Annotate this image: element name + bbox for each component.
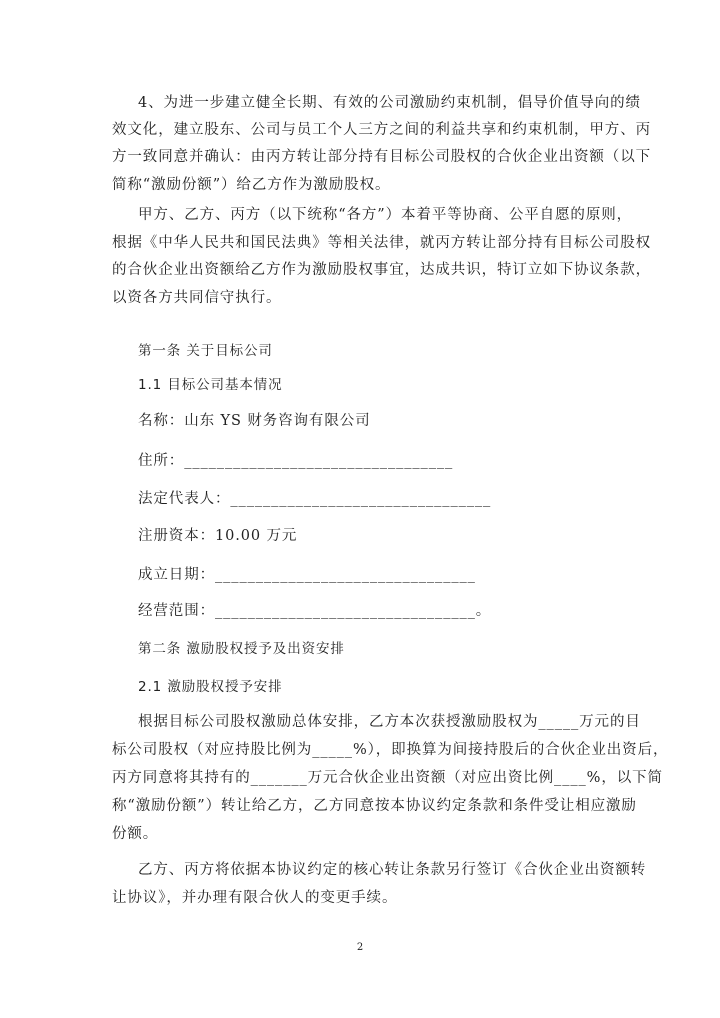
section-1-1-heading: 1.1 目标公司基本情况 bbox=[138, 377, 283, 393]
paragraph-line: 根据《中华人民共和国民法典》等相关法律，就丙方转让部分持有目标公司股权 bbox=[112, 235, 651, 251]
paragraph-line: 效文化，建立股东、公司与员工个人三方之间的利益共享和约束机制，甲方、丙 bbox=[112, 122, 651, 138]
paragraph-line: 的合伙企业出资额给乙方作为激励股权事宜，达成共识，特订立如下协议条款， bbox=[112, 262, 651, 278]
paragraph-line: 甲方、乙方、丙方（以下统称“各方”）本着平等协商、公平自愿的原则， bbox=[138, 207, 633, 223]
section-2-1-heading: 2.1 激励股权授予安排 bbox=[138, 679, 283, 695]
paragraph-line: 方一致同意并确认：由丙方转让部分持有目标公司股权的合伙企业出资额（以下 bbox=[112, 149, 651, 165]
company-established: 成立日期：________________________________ bbox=[138, 567, 476, 583]
company-address: 住所：_________________________________ bbox=[138, 453, 454, 469]
paragraph-line: 称“激励份额”）转让给乙方，乙方同意按本协议约定条款和条件受让相应激励 bbox=[112, 798, 637, 814]
paragraph-line: 简称“激励份额”）给乙方作为激励股权。 bbox=[112, 177, 391, 193]
company-legal-rep: 法定代表人：________________________________ bbox=[138, 491, 492, 507]
page-number: 2 bbox=[356, 942, 364, 953]
company-scope: 经营范围：________________________________。 bbox=[138, 603, 492, 619]
company-name: 名称：山东 YS 财务咨询有限公司 bbox=[138, 413, 371, 429]
paragraph-line: 4、为进一步建立健全长期、有效的公司激励约束机制，倡导价值导向的绩 bbox=[138, 95, 641, 111]
company-capital: 注册资本：10.00 万元 bbox=[138, 528, 298, 544]
paragraph-line: 根据目标公司股权激励总体安排，乙方本次获授激励股权为_____万元的目 bbox=[138, 714, 641, 730]
paragraph-line: 标公司股权（对应持股比例为_____%），即换算为间接持股后的合伙企业出资后， bbox=[112, 742, 669, 758]
paragraph-line: 丙方同意将其持有的_______万元合伙企业出资额（对应出资比例____%，以下简 bbox=[112, 770, 663, 786]
paragraph-line: 乙方、丙方将依据本协议约定的核心转让条款另行签订《合伙企业出资额转 bbox=[138, 862, 647, 878]
paragraph-line: 让协议》，并办理有限合伙人的变更手续。 bbox=[112, 890, 398, 906]
paragraph-line: 份额。 bbox=[112, 826, 159, 842]
article-2-heading: 第二条 激励股权授予及出资安排 bbox=[138, 641, 345, 657]
article-1-heading: 第一条 关于目标公司 bbox=[138, 343, 273, 359]
paragraph-line: 以资各方共同信守执行。 bbox=[112, 290, 282, 306]
